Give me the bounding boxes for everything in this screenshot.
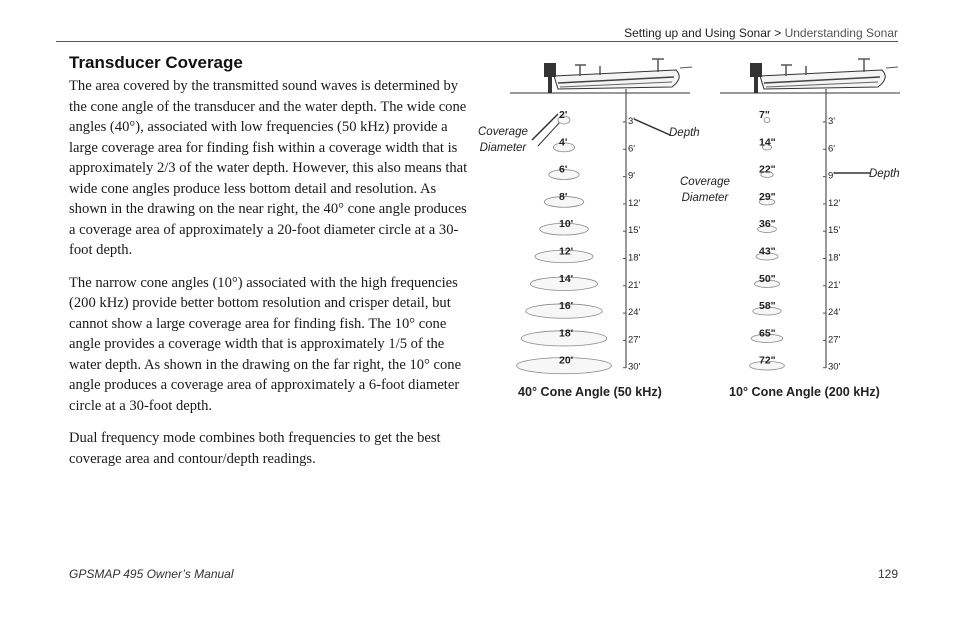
coverage-leader-40b: [538, 122, 560, 146]
transducer-coverage-figure: [476, 56, 916, 406]
depth-tick-label-40: 27': [628, 334, 641, 346]
diameter-label-10: 72": [759, 354, 776, 367]
breadcrumb-main: Setting up and Using Sonar: [624, 26, 771, 40]
depth-tick-label-10: 9': [828, 170, 836, 182]
diameter-label-10: 14": [759, 136, 776, 149]
depth-tick-label-10: 27': [828, 334, 841, 346]
coverage-diameter-label-40: Coverage Diameter: [478, 126, 528, 154]
caption-40-degree: 40° Cone Angle (50 kHz): [518, 385, 662, 399]
diameter-label-40: 4': [559, 136, 568, 149]
diameter-label-10: 65": [759, 327, 776, 340]
section-body: [69, 76, 471, 481]
depth-tick-label-40: 12': [628, 197, 641, 209]
depth-tick-label-40: 18': [628, 252, 641, 264]
depth-tick-label-40: 30': [628, 361, 641, 373]
breadcrumb-sub: Understanding Sonar: [784, 26, 898, 40]
footer-manual-title: GPSMAP 495 Owner’s Manual: [69, 567, 234, 581]
depth-tick-label-10: 12': [828, 197, 841, 209]
boat-illustration-10: [720, 59, 900, 93]
boat-illustration-40: [510, 59, 692, 93]
diameter-label-40: 6': [559, 163, 568, 176]
coverage-leader-40: [532, 114, 558, 140]
coverage-diagram: [476, 56, 916, 406]
depth-tick-label-10: 6': [828, 143, 836, 155]
caption-10-degree: 10° Cone Angle (200 kHz): [729, 385, 880, 399]
diameter-label-10: 36": [759, 218, 776, 231]
depth-label-10: Depth: [869, 168, 900, 180]
depth-label-40: Depth: [669, 127, 700, 139]
depth-tick-label-10: 30': [828, 361, 841, 373]
depth-leader-40: [634, 119, 670, 135]
breadcrumb-separator: >: [770, 26, 785, 40]
diameter-label-10: 58": [759, 300, 776, 313]
depth-tick-label-40: 6': [628, 143, 636, 155]
diameter-label-40: 10': [559, 218, 574, 231]
coverage-marks: [517, 109, 841, 374]
diameter-label-40: 20': [559, 354, 574, 367]
diameter-label-10: 50": [759, 272, 776, 285]
depth-tick-label-40: 21': [628, 279, 641, 291]
header-rule: [56, 41, 898, 42]
paragraph-narrow-cone: The narrow cone angles (10°) associated with the high frequencies (200 kHz) provide better bottom resolution and crisper detail, but cannot show a large coverage area for finding fish. The 10° cone angle provides a coverage width that is approximately 1/5 of the water depth. As shown in the drawing on the far right, the 10° cone angle produces a coverage area of approximately a 6-foot diameter circle at a 30-foot depth.: [69, 274, 462, 414]
depth-tick-label-40: 9': [628, 170, 636, 182]
coverage-diameter-label-10: Coverage Diameter: [680, 176, 730, 204]
paragraph-wide-cone: The area covered by the transmitted sound waves is determined by the cone angle of the transducer and the water depth. The wide cone angles (40°), associated with low frequencies (50 kHz) provide a large coverage area for finding fish within a coverage width that is approximately 2/3 of the water depth. However, this also means that wide cone angles produce less bottom detail and resolution. As shown in the drawing on the near right, the 40° cone angle produces a coverage area of approximately a 20-foot diameter circle at a 30-foot depth.: [69, 78, 468, 258]
diameter-label-10: 7": [759, 109, 770, 121]
depth-tick-label-10: 15': [828, 225, 841, 237]
running-header: [624, 26, 898, 40]
depth-tick-label-40: 24': [628, 307, 641, 319]
paragraph-dual-frequency: Dual frequency mode combines both frequencies to get the best coverage area and contour/depth readings.: [69, 430, 441, 467]
depth-tick-label-40: 15': [628, 225, 641, 237]
depth-tick-label-10: 24': [828, 307, 841, 319]
diameter-label-40: 2': [559, 109, 568, 121]
diameter-label-40: 16': [559, 300, 574, 313]
diameter-label-40: 8': [559, 190, 568, 203]
depth-tick-label-10: 3': [828, 116, 836, 127]
diameter-label-10: 43": [759, 245, 776, 258]
diameter-label-40: 18': [559, 327, 574, 340]
depth-tick-label-10: 18': [828, 252, 841, 264]
depth-tick-label-10: 21': [828, 279, 841, 291]
diameter-label-10: 22": [759, 163, 776, 176]
diameter-label-40: 12': [559, 245, 574, 258]
depth-tick-label-40: 3': [628, 116, 636, 127]
footer-page-number: 129: [877, 567, 898, 581]
section-title: Transducer Coverage: [69, 53, 243, 72]
diameter-label-40: 14': [559, 272, 574, 285]
diameter-label-10: 29": [759, 190, 776, 203]
